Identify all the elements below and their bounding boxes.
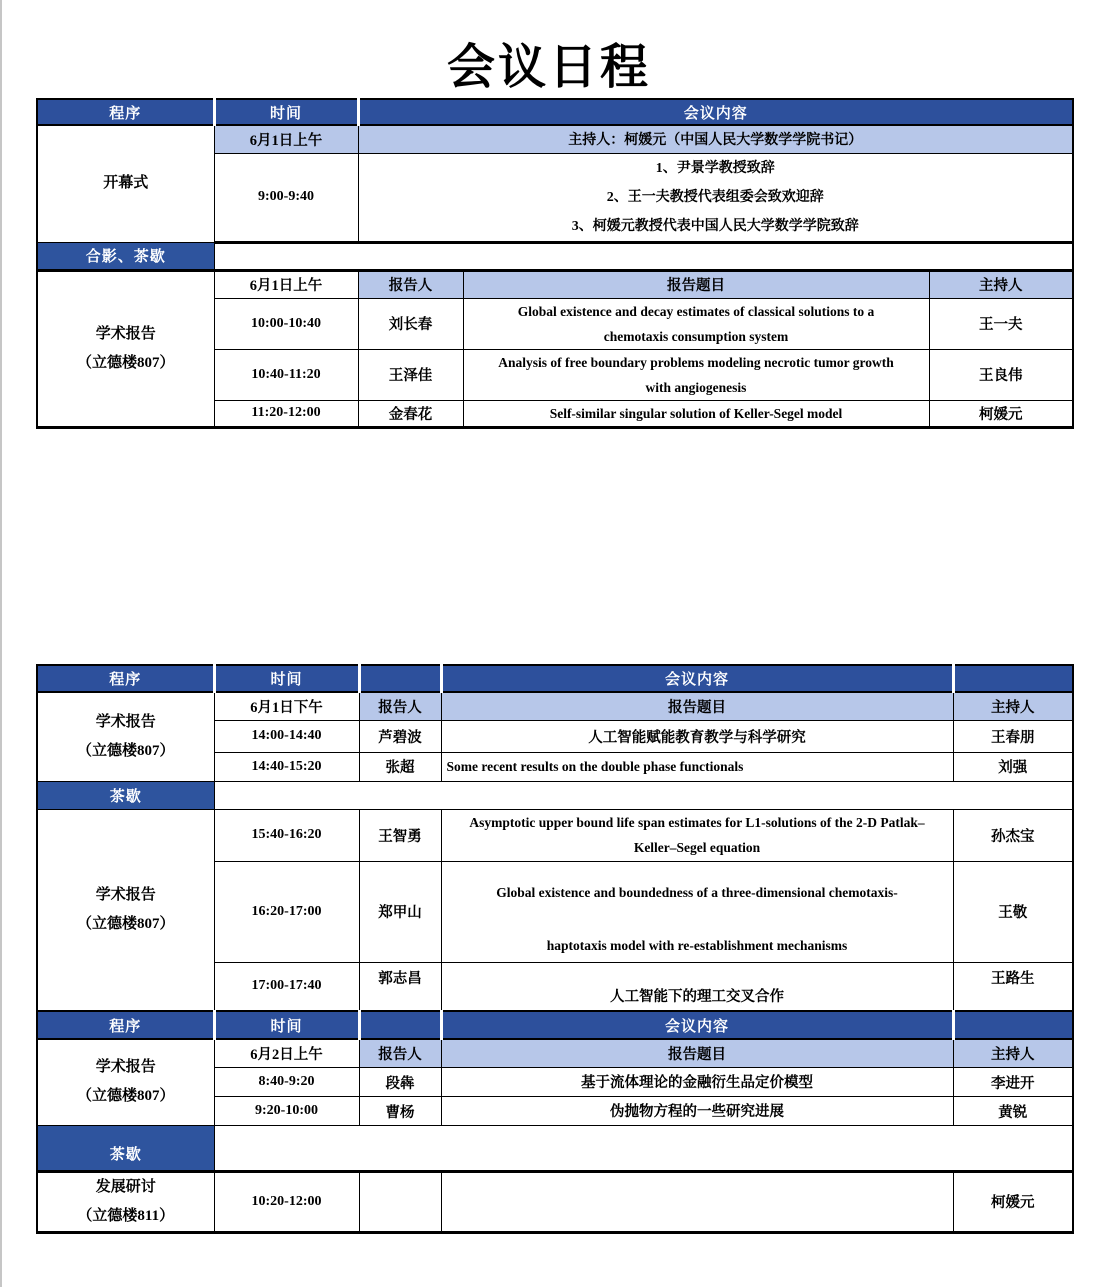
- talk-title: Self-similar singular solution of Keller-Segel model: [463, 400, 929, 427]
- program-cell-session: [37, 809, 214, 1011]
- agenda-item: 1、尹景学教授致辞: [655, 160, 775, 176]
- header-cell-content: 会议内容: [441, 1011, 953, 1039]
- talk-title: [441, 809, 953, 861]
- program-cell-opening: 开幕式: [37, 125, 214, 242]
- talk-title-line: Global existence and boundedness of a three-dimensional chemotaxis-: [496, 884, 898, 900]
- subheader-chair: 主持人: [929, 270, 1073, 298]
- agenda-item: 3、柯媛元教授代表中国人民大学数学学院致辞: [571, 218, 859, 234]
- talk-title: [441, 861, 953, 962]
- session-subheader-row: [37, 1039, 1073, 1067]
- break-spacer: [214, 242, 1073, 270]
- break-row: [37, 781, 1073, 809]
- break-row: [37, 242, 1073, 270]
- header-cell-empty: [953, 665, 1073, 692]
- page-left-edge: [0, 0, 2, 1287]
- talk-title-line: Keller–Segel equation: [633, 840, 761, 855]
- table1-header-row: [37, 99, 1073, 125]
- talk-chair: 李进开: [953, 1067, 1073, 1096]
- talk-title: [463, 349, 929, 400]
- talk-chair: 王路生: [953, 962, 1073, 1011]
- talk-chair: 王敬: [953, 861, 1073, 962]
- talk-speaker: 郑甲山: [359, 861, 441, 962]
- schedule-table-afternoon: [36, 664, 1074, 1234]
- host-cell: 主持人：柯媛元（中国人民大学数学学院书记）: [358, 125, 1073, 153]
- talk-speaker: 金春花: [358, 400, 463, 427]
- talk-speaker: 段犇: [359, 1067, 441, 1096]
- program-cell-session: [37, 692, 214, 781]
- subheader-title: 报告题目: [463, 270, 929, 298]
- talk-speaker: 张超: [359, 752, 441, 781]
- agenda-item: 2、王一夫教授代表组委会致欢迎辞: [606, 189, 824, 205]
- talk-chair: 王一夫: [929, 298, 1073, 349]
- subheader-speaker: 报告人: [359, 1039, 441, 1067]
- program-label: 发展研讨: [95, 1178, 156, 1195]
- header-cell-empty: [953, 1011, 1073, 1039]
- page-title: 会议日程: [446, 41, 651, 94]
- header-cell-empty: [359, 665, 441, 692]
- talk-time: 15:40-16:20: [214, 809, 359, 861]
- program-room: （立德楼807）: [76, 1088, 175, 1105]
- header-cell-time: 时间: [214, 99, 358, 125]
- schedule-table-morning: [36, 98, 1074, 429]
- talk-time: 9:20-10:00: [214, 1096, 359, 1125]
- discussion-row: [37, 1171, 1073, 1232]
- talk-title-line: haptotaxis model with re-establishment mechanisms: [546, 937, 848, 953]
- talk-chair: 王春朋: [953, 720, 1073, 752]
- header-cell-empty: [359, 1011, 441, 1039]
- talk-chair: 黄锐: [953, 1096, 1073, 1125]
- talk-time: 14:40-15:20: [214, 752, 359, 781]
- talk-chair: 刘强: [953, 752, 1073, 781]
- talk-row: [37, 809, 1073, 861]
- talk-time: 8:40-9:20: [214, 1067, 359, 1096]
- talk-title-line: chemotaxis consumption system: [603, 328, 789, 344]
- empty-cell: [441, 1171, 953, 1232]
- break-spacer: [214, 781, 1073, 809]
- break-band: 合影、茶歇: [37, 242, 214, 270]
- talk-title-line: Global existence and decay estimates of classical solutions to a: [517, 303, 875, 319]
- program-label: 学术报告: [95, 713, 156, 730]
- program-label: 学术报告: [95, 886, 156, 903]
- talk-speaker: 王智勇: [359, 809, 441, 861]
- talk-time: 16:20-17:00: [214, 861, 359, 962]
- header-cell-time: 时间: [214, 665, 359, 692]
- header-cell-content: 会议内容: [358, 99, 1073, 125]
- header-cell-program: 程序: [37, 665, 214, 692]
- header-cell-content: 会议内容: [441, 665, 953, 692]
- talk-chair: 孙杰宝: [953, 809, 1073, 861]
- talk-title-line: with angiogenesis: [645, 379, 747, 395]
- agenda-cell: [358, 153, 1073, 242]
- talk-title: 人工智能下的理工交叉合作: [441, 962, 953, 1011]
- header-cell-program: 程序: [37, 1011, 214, 1039]
- talk-title: 基于流体理论的金融衍生品定价模型: [441, 1067, 953, 1096]
- program-room: （立德楼807）: [76, 742, 175, 759]
- time-cell: 9:00-9:40: [214, 153, 358, 242]
- header-cell-program: 程序: [37, 99, 214, 125]
- discussion-time: 10:20-12:00: [214, 1171, 359, 1232]
- break-spacer: [214, 1125, 1073, 1171]
- session-date-cell: 6月1日上午: [214, 270, 358, 298]
- break-row: [37, 1125, 1073, 1171]
- program-label: 学术报告: [95, 1059, 156, 1076]
- talk-time: 14:00-14:40: [214, 720, 359, 752]
- discussion-chair: 柯媛元: [953, 1171, 1073, 1232]
- subheader-speaker: 报告人: [358, 270, 463, 298]
- talk-speaker: 郭志昌: [359, 962, 441, 1011]
- break-band: 茶歇: [37, 1125, 214, 1171]
- program-cell-discussion: [37, 1171, 214, 1232]
- program-label: 学术报告: [95, 325, 156, 342]
- talk-chair: 王良伟: [929, 349, 1073, 400]
- opening-host-row: [37, 125, 1073, 153]
- subheader-chair: 主持人: [953, 692, 1073, 720]
- program-cell-session: [37, 1039, 214, 1125]
- talk-speaker: 曹杨: [359, 1096, 441, 1125]
- talk-chair: 柯媛元: [929, 400, 1073, 427]
- talk-speaker: 刘长春: [358, 298, 463, 349]
- talk-title: 伪抛物方程的一些研究进展: [441, 1096, 953, 1125]
- program-room: （立德楼811）: [77, 1207, 175, 1224]
- subheader-speaker: 报告人: [359, 692, 441, 720]
- empty-cell: [359, 1171, 441, 1232]
- talk-title-line: Analysis of free boundary problems modeling necrotic tumor growth: [498, 354, 894, 370]
- subheader-title: 报告题目: [441, 1039, 953, 1067]
- talk-title: [463, 298, 929, 349]
- talk-time: 10:40-11:20: [214, 349, 358, 400]
- subheader-chair: 主持人: [953, 1039, 1073, 1067]
- talk-time: 11:20-12:00: [214, 400, 358, 427]
- program-room: （立德楼807）: [76, 915, 175, 932]
- table2-header-row: [37, 665, 1073, 692]
- header-cell-time: 时间: [214, 1011, 359, 1039]
- session-date-cell: 6月2日上午: [214, 1039, 359, 1067]
- break-band: 茶歇: [37, 781, 214, 809]
- session-subheader-row: [37, 692, 1073, 720]
- table2-header-row-2: [37, 1011, 1073, 1039]
- session-date-cell: 6月1日上午: [214, 125, 358, 153]
- program-room: （立德楼807）: [76, 354, 175, 371]
- talk-title: 人工智能赋能教育教学与科学研究: [441, 720, 953, 752]
- talk-title: Some recent results on the double phase functionals: [441, 752, 953, 781]
- talk-title-line: Asymptotic upper bound life span estimates for L1-solutions of the 2-D Patlak–: [469, 815, 925, 830]
- session-date-cell: 6月1日下午: [214, 692, 359, 720]
- talk-time: 17:00-17:40: [214, 962, 359, 1011]
- subheader-title: 报告题目: [441, 692, 953, 720]
- talk-speaker: 王泽佳: [358, 349, 463, 400]
- session-subheader-row: [37, 270, 1073, 298]
- talk-speaker: 芦碧波: [359, 720, 441, 752]
- program-cell-session: [37, 270, 214, 427]
- talk-time: 10:00-10:40: [214, 298, 358, 349]
